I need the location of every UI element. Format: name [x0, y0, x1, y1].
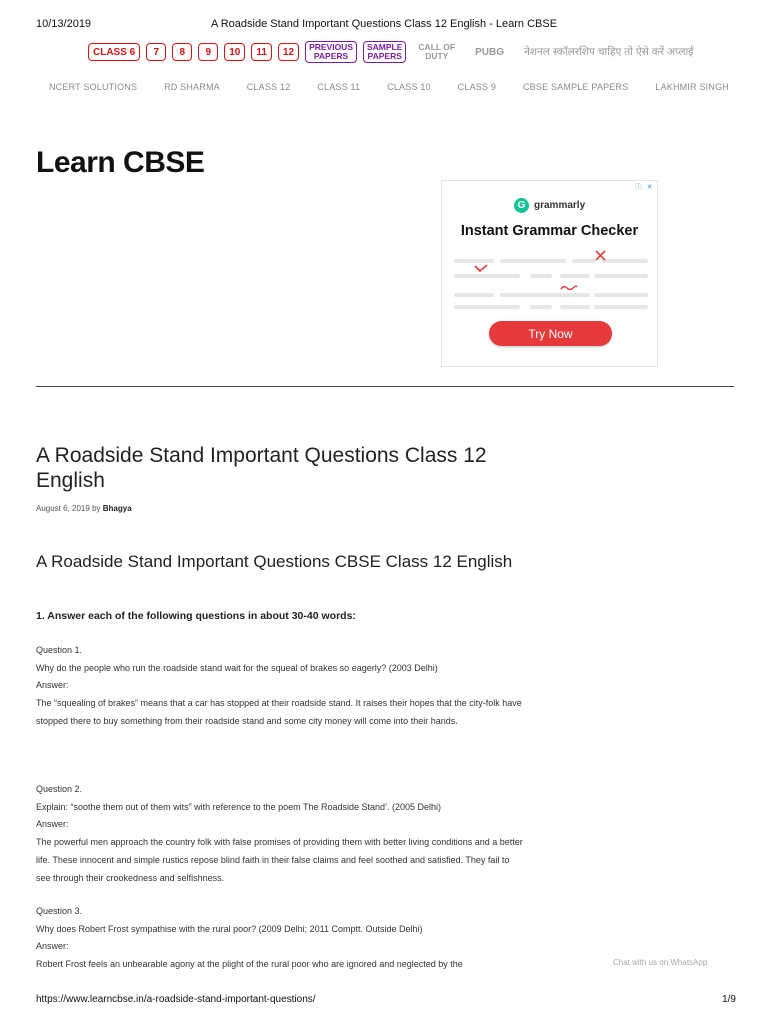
sample-papers-button[interactable] — [363, 41, 406, 63]
error-x-icon — [594, 249, 607, 262]
header-divider — [36, 386, 734, 387]
sample-papers-line-2: PAPERS — [367, 51, 402, 61]
nav-class-10[interactable]: CLASS 10 — [387, 82, 431, 92]
instruction-text: 1. Answer each of the following questions in about 30-40 words: — [36, 610, 356, 622]
call-of-duty-line-1: CALL OF — [418, 42, 456, 52]
answer-text: The “squealing of brakes” means that a car has stopped at their roadside stand. It raises their hopes that the city-folk have stopped there to buy something from their roadside stand and some city money will come into their hands. — [36, 698, 522, 726]
sample-papers-line-1: SAMPLE — [367, 42, 403, 52]
whatsapp-chat-link[interactable]: Chat with us on WhatsApp — [613, 958, 708, 967]
question-label: Question 3. — [36, 906, 83, 916]
scholarship-link[interactable]: नेशनल स्कॉलरशिप चाहिए तो ऐसे करें अप्लाई — [524, 46, 694, 58]
class-7-button[interactable]: 7 — [146, 43, 166, 61]
class-bar — [88, 40, 693, 64]
print-page-number: 1/9 — [722, 994, 736, 1005]
print-url: https://www.learncbse.in/a-roadside-stand-important-questions/ — [36, 994, 316, 1005]
question-block-2 — [36, 781, 526, 887]
print-title: A Roadside Stand Important Questions Class 12 English - Learn CBSE — [210, 18, 558, 30]
call-of-duty-line-2: DUTY — [425, 51, 449, 61]
class-11-button[interactable]: 11 — [251, 43, 272, 61]
question-label: Question 1. — [36, 645, 83, 655]
byline-by: by — [92, 504, 101, 513]
article-byline — [36, 504, 132, 513]
grammarly-ad[interactable] — [441, 180, 658, 367]
previous-papers-line-1: PREVIOUS — [309, 42, 353, 52]
ad-brand — [514, 198, 585, 213]
class-10-button[interactable]: 10 — [224, 43, 245, 61]
nav-cbse-sample-papers[interactable]: CBSE SAMPLE PAPERS — [522, 82, 629, 92]
nav-class-9[interactable]: CLASS 9 — [457, 82, 497, 92]
class-12-button[interactable]: 12 — [278, 43, 299, 61]
answer-text: Robert Frost feels an unbearable agony at the plight of the rural poor who are ignored and neglected by the — [36, 959, 463, 970]
answer-label: Answer: — [36, 941, 69, 952]
print-date: 10/13/2019 — [36, 18, 92, 30]
grammarly-logo-icon: G — [514, 198, 529, 213]
ad-controls — [634, 183, 654, 192]
check-mark-icon — [474, 264, 488, 272]
ad-headline: Instant Grammar Checker — [460, 223, 639, 239]
ad-brand-name: grammarly — [534, 200, 586, 211]
question-block-3 — [36, 903, 526, 974]
class-6-button[interactable]: CLASS 6 — [88, 43, 140, 61]
pubg-link[interactable]: PUBG — [475, 46, 505, 58]
section-title: A Roadside Stand Important Questions CBSE Class 12 English — [36, 552, 513, 571]
nav-lakhmir-singh[interactable]: LAKHMIR SINGH — [655, 82, 729, 92]
class-9-button[interactable]: 9 — [198, 43, 218, 61]
ad-info-icon[interactable]: ⓘ — [635, 184, 642, 191]
question-text: Explain: “soothe them out of them wits” with reference to the poem The Roadside Stand’. (2005 Delhi) — [36, 801, 442, 812]
question-text: Why do the people who run the roadside stand wait for the squeal of brakes so eagerly? (2003 Delhi) — [36, 662, 438, 673]
ad-close-icon[interactable]: ✕ — [646, 184, 653, 191]
site-logo[interactable]: Learn CBSE — [36, 146, 205, 179]
article-title: A Roadside Stand Important Questions Class 12 English — [36, 444, 487, 492]
answer-label: Answer: — [36, 819, 69, 830]
article-date: August 6, 2019 — [36, 504, 90, 513]
nav-class-11[interactable]: CLASS 11 — [317, 82, 361, 92]
ad-illustration — [454, 251, 648, 309]
try-now-button[interactable]: Try Now — [489, 321, 612, 346]
answer-text: The powerful men approach the country folk with false promises of providing them with better living conditions and a better life. These innocent and simple rustics repose blind faith in their false claims and feel soothed and satisfied. They fail to see through their crookedness and selfishness. — [36, 837, 523, 883]
call-of-duty-link[interactable] — [418, 43, 455, 61]
previous-papers-line-2: PAPERS — [313, 51, 349, 61]
article-author-link[interactable]: Bhagya — [102, 504, 132, 513]
nav-class-12[interactable]: CLASS 12 — [246, 82, 291, 92]
question-block-1 — [36, 642, 526, 731]
nav-ncert-solutions[interactable]: NCERT SOLUTIONS — [49, 82, 138, 92]
wavy-underline-icon — [560, 284, 578, 292]
main-nav — [49, 82, 729, 92]
question-text: Why does Robert Frost sympathise with the rural poor? (2009 Delhi; 2011 Comptt. Outside Delhi) — [36, 923, 423, 934]
answer-label: Answer: — [36, 680, 69, 691]
nav-rd-sharma[interactable]: RD SHARMA — [164, 82, 220, 92]
class-8-button[interactable]: 8 — [172, 43, 192, 61]
previous-papers-button[interactable] — [305, 41, 357, 63]
question-label: Question 2. — [36, 784, 83, 794]
